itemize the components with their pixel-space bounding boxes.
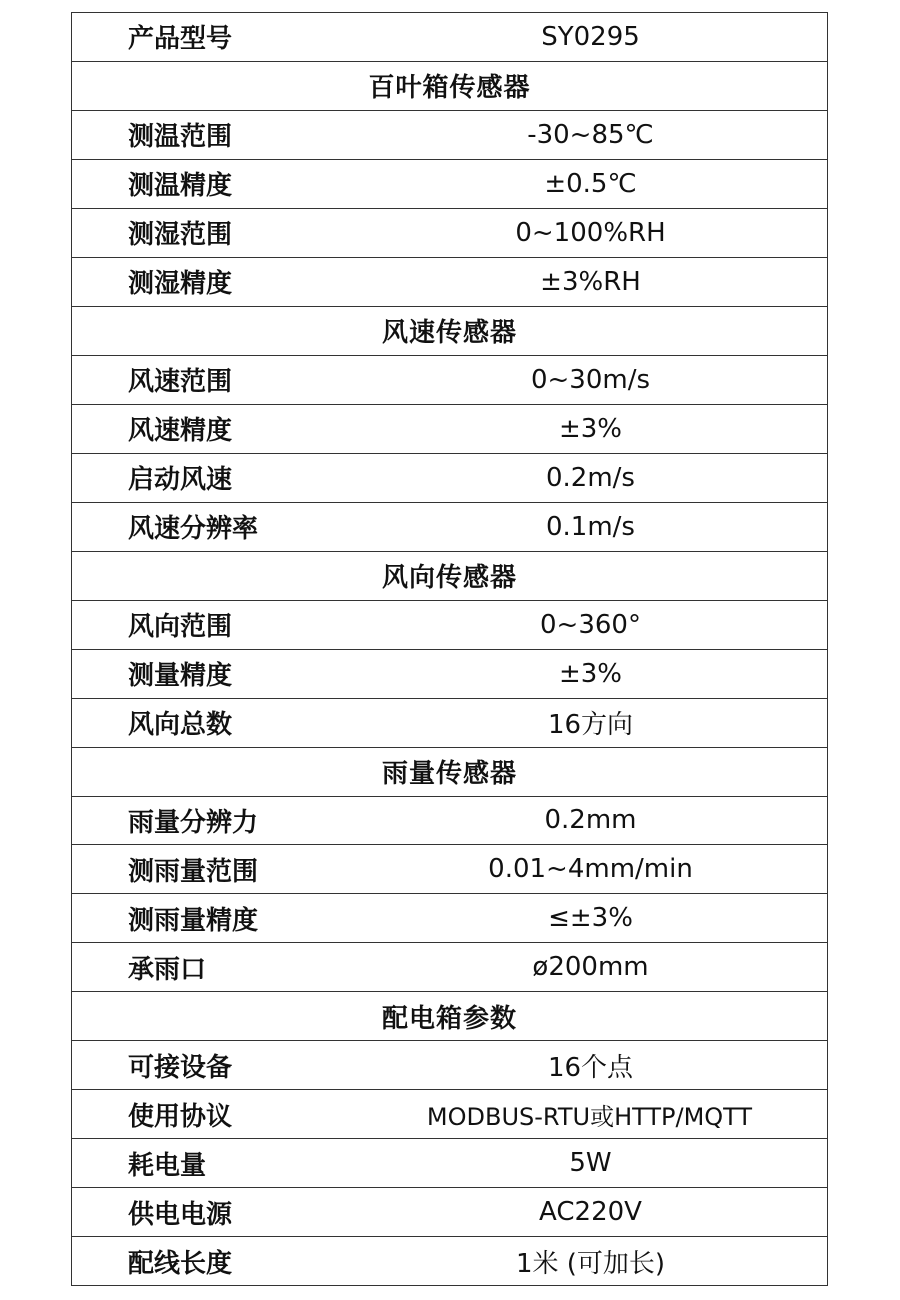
- spec-value: 16个点: [547, 1052, 634, 1083]
- spec-label: 耗电量: [128, 1150, 207, 1181]
- spec-label: 启动风速: [128, 465, 233, 496]
- spec-value: ø200mm: [532, 952, 649, 983]
- spec-row: [72, 355, 827, 404]
- spec-label: 可接设备: [128, 1052, 233, 1083]
- spec-table: [71, 12, 828, 1286]
- spec-label: 使用协议: [128, 1101, 233, 1132]
- spec-label: 测湿范围: [128, 220, 233, 251]
- spec-row: [72, 1138, 827, 1187]
- spec-value: ≤±3%: [548, 903, 633, 934]
- spec-value: -30~85℃: [527, 119, 654, 150]
- section-heading: 风速传感器: [72, 306, 827, 355]
- spec-label: 供电电源: [128, 1199, 233, 1230]
- spec-row: [72, 893, 827, 942]
- spec-row: [72, 110, 827, 159]
- spec-value: 0~100%RH: [515, 217, 666, 248]
- spec-row: [72, 1236, 827, 1285]
- spec-value: 0~360°: [540, 609, 641, 640]
- spec-value: 0.2mm: [544, 805, 637, 836]
- spec-value: 0.01~4mm/min: [488, 854, 693, 885]
- spec-label: 测雨量精度: [128, 905, 259, 936]
- spec-row: [72, 1089, 827, 1138]
- model-label: 产品型号: [128, 24, 233, 55]
- spec-label: 测温范围: [128, 122, 233, 153]
- model-row: [72, 13, 827, 61]
- spec-row: [72, 796, 827, 845]
- spec-value: ±0.5℃: [544, 168, 637, 199]
- spec-row: [72, 1040, 827, 1089]
- section-heading: 风向传感器: [72, 551, 827, 600]
- spec-value: 16方向: [547, 710, 634, 741]
- section-heading: 百叶箱传感器: [72, 61, 827, 110]
- spec-value: ±3%RH: [540, 266, 641, 297]
- spec-label: 配线长度: [128, 1248, 233, 1279]
- spec-label: 风向总数: [128, 710, 233, 741]
- spec-value: ±3%: [558, 413, 623, 444]
- spec-label: 承雨口: [128, 954, 207, 985]
- spec-row: [72, 257, 827, 306]
- spec-value: MODBUS-RTU或HTTP/MQTT: [426, 1102, 753, 1131]
- spec-value: 5W: [569, 1148, 612, 1179]
- section-heading: 雨量传感器: [72, 747, 827, 796]
- spec-row: [72, 159, 827, 208]
- spec-value: 1米 (可加长): [515, 1248, 666, 1279]
- model-value: SY0295: [541, 21, 640, 52]
- spec-label: 风速精度: [128, 416, 233, 447]
- spec-label: 风向范围: [128, 612, 233, 643]
- spec-value: 0.2m/s: [546, 462, 635, 493]
- spec-value: 0.1m/s: [546, 511, 635, 542]
- spec-row: [72, 942, 827, 991]
- spec-row: [72, 600, 827, 649]
- spec-label: 风速范围: [128, 367, 233, 398]
- spec-label: 测量精度: [128, 661, 233, 692]
- spec-row: [72, 844, 827, 893]
- spec-label: 雨量分辨力: [128, 807, 259, 838]
- spec-value: 0~30m/s: [530, 364, 651, 395]
- section-heading: 配电箱参数: [72, 991, 827, 1040]
- spec-row: [72, 1187, 827, 1236]
- spec-label: 测温精度: [128, 171, 233, 202]
- spec-row: [72, 453, 827, 502]
- spec-row: [72, 649, 827, 698]
- spec-row: [72, 502, 827, 551]
- spec-row: [72, 208, 827, 257]
- spec-label: 测雨量范围: [128, 856, 259, 887]
- spec-row: [72, 404, 827, 453]
- spec-label: 风速分辨率: [128, 514, 259, 545]
- spec-value: ±3%: [558, 658, 623, 689]
- spec-value: AC220V: [539, 1197, 642, 1228]
- spec-row: [72, 698, 827, 747]
- spec-label: 测湿精度: [128, 269, 233, 300]
